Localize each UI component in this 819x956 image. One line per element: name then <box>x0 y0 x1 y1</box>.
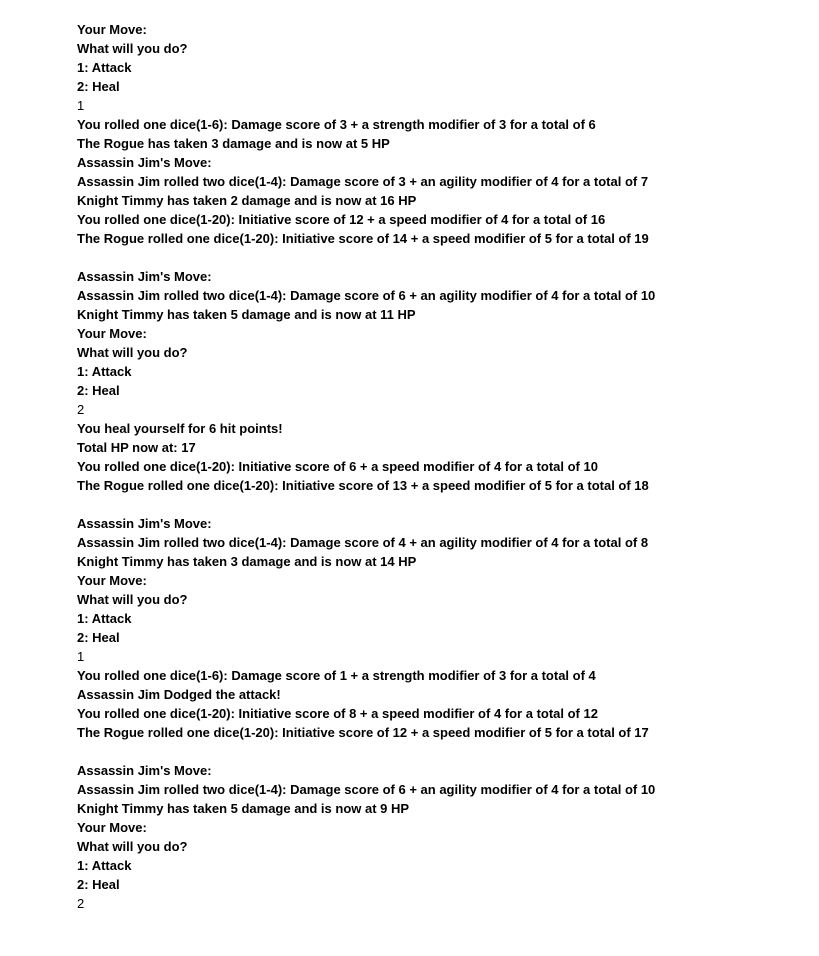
log-line: You rolled one dice(1-6): Damage score of 3 + a strength modifier of 3 for a total of 6 <box>77 117 596 132</box>
blank-line <box>77 495 797 514</box>
log-line: Assassin Jim rolled two dice(1-4): Damage score of 4 + an agility modifier of 4 for a total of 8 <box>77 535 649 550</box>
log-line: Assassin Jim rolled two dice(1-4): Damage score of 6 + an agility modifier of 4 for a total of 10 <box>77 782 656 797</box>
blank-line <box>77 742 797 761</box>
log-line: What will you do? <box>77 345 188 360</box>
log-line: Assassin Jim's Move: <box>77 516 212 531</box>
log-line: The Rogue rolled one dice(1-20): Initiative score of 12 + a speed modifier of 5 for a total of 17 <box>77 725 649 740</box>
log-line: You rolled one dice(1-20): Initiative score of 8 + a speed modifier of 4 for a total of 12 <box>77 706 598 721</box>
log-line: The Rogue has taken 3 damage and is now at 5 HP <box>77 136 390 151</box>
log-line: 1: Attack <box>77 364 132 379</box>
log-line: What will you do? <box>77 839 188 854</box>
log-line: Assassin Jim's Move: <box>77 155 212 170</box>
log-line: The Rogue rolled one dice(1-20): Initiative score of 13 + a speed modifier of 5 for a total of 18 <box>77 478 649 493</box>
log-line: You heal yourself for 6 hit points! <box>77 421 283 436</box>
log-line: 2: Heal <box>77 79 120 94</box>
console-output <box>77 20 797 913</box>
user-input-line: 1 <box>77 649 85 664</box>
log-line: 1: Attack <box>77 611 132 626</box>
log-line: The Rogue rolled one dice(1-20): Initiative score of 14 + a speed modifier of 5 for a total of 19 <box>77 231 649 246</box>
log-line: Assassin Jim rolled two dice(1-4): Damage score of 6 + an agility modifier of 4 for a total of 10 <box>77 288 656 303</box>
blank-line <box>77 248 797 267</box>
log-line: Your Move: <box>77 326 147 341</box>
log-line: Your Move: <box>77 573 147 588</box>
log-line: What will you do? <box>77 592 188 607</box>
log-line: You rolled one dice(1-20): Initiative score of 6 + a speed modifier of 4 for a total of 10 <box>77 459 598 474</box>
user-input-line: 1 <box>77 98 85 113</box>
log-line: Knight Timmy has taken 5 damage and is now at 11 HP <box>77 307 416 322</box>
log-line: Knight Timmy has taken 3 damage and is now at 14 HP <box>77 554 417 569</box>
log-line: 2: Heal <box>77 630 120 645</box>
log-line: Assassin Jim rolled two dice(1-4): Damage score of 3 + an agility modifier of 4 for a total of 7 <box>77 174 649 189</box>
log-line: Your Move: <box>77 22 147 37</box>
log-line: You rolled one dice(1-20): Initiative score of 12 + a speed modifier of 4 for a total of 16 <box>77 212 606 227</box>
log-line: You rolled one dice(1-6): Damage score of 1 + a strength modifier of 3 for a total of 4 <box>77 668 596 683</box>
user-input-line: 2 <box>77 402 85 417</box>
log-line: What will you do? <box>77 41 188 56</box>
log-line: Assassin Jim's Move: <box>77 763 212 778</box>
log-line: 1: Attack <box>77 858 132 873</box>
log-line: 1: Attack <box>77 60 132 75</box>
log-line: Total HP now at: 17 <box>77 440 196 455</box>
log-line: Knight Timmy has taken 5 damage and is now at 9 HP <box>77 801 410 816</box>
log-line: 2: Heal <box>77 383 120 398</box>
log-line: Knight Timmy has taken 2 damage and is now at 16 HP <box>77 193 417 208</box>
log-line: Assassin Jim's Move: <box>77 269 212 284</box>
user-input-line: 2 <box>77 896 85 911</box>
log-line: 2: Heal <box>77 877 120 892</box>
log-line: Your Move: <box>77 820 147 835</box>
log-line: Assassin Jim Dodged the attack! <box>77 687 281 702</box>
